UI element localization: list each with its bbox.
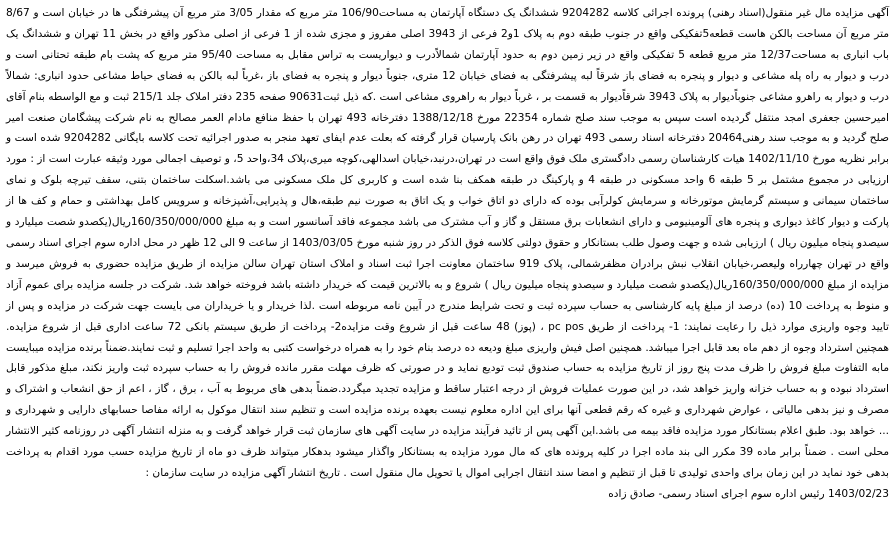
publish-date: 1403/02/23	[827, 487, 889, 500]
signature-text: رئیس اداره سوم اجرای اسناد رسمی- صادق زاده	[608, 487, 825, 500]
signature-line	[6, 484, 889, 505]
notice-body-text: آگهی مزایده مال غیر منقول(اسناد رهنی) پرونده اجرائی کلاسه 9204282 ششدانگ یک دستگاه آپارتمان به مساحت106/90 متر مربع که مقدار 3/05 متر مربع آن پیشرفتگی ها در خیابان است و 8/67 متر مربع آن مساحت بالکن هاست قطعه5تفکیکی واقع در جنوب طبقه دوم به پلاک 1و2 فرعی از 3943 اصلی مفروز و مجزی شده از 1 فرعی از اصلی مذکور واقع در بخش 11 تهران و ششدانگ یک باب انباری به مساحت12/37 متر مربع قطعه 5 تفکیکی واقع در زیر زمین دوم به حدود آپارتمان شمالاًدرب و دیواریست به تراس مقابل به مساحت 95/40 متر مربع که پشت بام طبقه تحتانی است و درب و دیوار به راه پله مشاعی و دیوار و پنجره به فضای باز شرقاً لبه پیشرفتگی به فضای خیابان 12 متری، جنوباً دیوار و پنجره به فضای باز ،غرباً لبه بالکن به فضای حیاط مشاعی حدود انباری: شمالاً درب و دیوار به راهرو مشاعی جنوباًدیوار به پلاک 3943 شرقاًدیوار به قسمت بر ، غرباً دیوار به راهروی مشاعی است .که ذیل ثبت90631 صفحه 235 دفتر املاک جلد 215/1 ثبت و مع الواسطه بنام آقای امیرحسین جعفری امجد منتقل گردیده است سپس به موجب سند صلح شماره 22354 مورخ 1388/12/18 دفترخانه 493 تهران با حفظ منافع مادام العمر مصالح به نام شرکت پیشگامان صنعت امیر صلح گردید و به موجب سند رهنی20464 دفترخانه اسناد رسمی 493 تهران در رهن بانک پارسیان قرار گرفته که بعلت عدم ایفای تعهد منجر به صدور اجرائیه تحت کلاسه بایگانی 9204282 شده است و برابر نظریه مورخ 1402/11/10 هیات کارشناسان رسمی دادگستری ملک فوق واقع است در تهران،درنبد،خیابان اسدالهی،کوچه میری،پلاک 34،واحد 5، و توصیف اجمالی مورد وثیقه عبارت است از : مورد ارزیابی در مجموع مشتمل بر 5 طبقه 6 واحد مسکونی در طبقه 4 و پارکینگ در طبقه همکف بنا شده است و کاربری کل ملک مسکونی می باشد.اسکلت ساختمان بتنی، سقف تیرچه بلوک و نمای ساختمان سیمانی و سیستم گرمایش موتورخانه و سرمایش کولرآبی بوده که دارای دو اتاق خواب و یک اتاق به صورت نیم طبقه،هال و پذیرایی،آشپزخانه و سرویس کامل بهداشتی و حمام و کف ها از پارکت و دیوار کاغذ دیواری و پنجره های آلومینیومی و دارای انشعابات برق مستقل و گاز و آب مشترک می باشد مجموعه فاقد آسانسور است و به مبلغ 160/350/000/000ریال(یکصدو شصت میلیارد و سیصدو پنجاه میلیون ریال ) ارزیابی شده و جهت وصول طلب بستانکار و حقوق دولتی کلاسه فوق الذکر در روز شنبه مورخ 1403/03/05 از ساعت 9 الی 12 ظهر در محل اداره سوم اجرای اسناد رسمی واقع در تهران چهارراه ولیعصر،خیابان انقلاب نبش برادران مظفرشمالی، پلاک 919 ساختمان معاونت اجرا ثبت اسناد و املاک استان تهران سالن مزایده از طریق مزایده حضوری به فروش میرسد و مزایده از مبلغ 160/350/000/000ریال(یکصدو شصت میلیارد و سیصدو پنجاه میلیون ریال ) شروع و به بالاترین قیمت که خریدار داشته باشد فروخته خواهد شد. شرکت در جلسه مزایده برای عموم آزاد و منوط به پرداخت 10 (ده) درصد از مبلغ پایه کارشناسی به حساب سپرده ثبت و تحت شرایط مندرج در آیین نامه مربوطه است .لذا خریدار و یا خریداران می بایست جهت شرکت در مزایده و پس از تایید وجوه واریزی موارد ذیل را رعایت نمایند: 1- پرداخت از طریق pc pos ، (پوز) 48 ساعت قبل از شروع وقت مزایده2- پرداخت از طریق سیستم بانکی 72 ساعت اداری قبل از شروع مزایده. همچنین استرداد وجوه از دهم ماه بعد قابل اجرا میباشد. همچنین اصل فیش واریزی مبلغ ودیعه ده درصد بنام خود را به همراه درخواست کتبی به واحد اجرا تسلیم و ثبت نمایند.ضمناً برنده مزایده میبایست مابه التفاوت مبلغ فروش را ظرف مدت پنج روز از تاریخ مزایده به حساب صندوق ثبت تودیع نماید و در صورتی که ظرف مهلت مقرر مانده فروش را به حساب سپرده ثبت واریز نکند، مبلغ مذکور قابل استرداد نبوده و به حساب خزانه واریز خواهد شد، در این صورت عملیات فروش از درجه اعتبار ساقط و مزایده تجدید میگردد.ضمناً بدهی های مربوط به آب ، برق ، گاز ، اعم از حق انشعاب و اشتراک و مصرف و نیز بدهی مالیاتی ، عوارض شهرداری و غیره که رقم قطعی آنها برای این اداره معلوم نیست بعهده برنده مزایده است و تنظیم سند انتقال موکول به ارائه مفاصا حسابهای دارایی و شهرداری و ... خواهد بود. طبق اعلام بستانکار مورد مزایده فاقد بیمه می باشد.این آگهی پس از تائید فرآیند مزایده در سایت آگهی های سازمان ثبت قرار خواهد گرفت و به منزله انتشار آگهی در روزنامه کثیر الانتشار محلی است . ضمناً برابر ماده 39 مکرر الی بند ماده اجرا در کلیه پرونده های که مال مورد مزایده به بستانکار واگذار میشود بدهکار میتواند ظرف دو ماه از تاریخ مزایده حسب مورد اقدام به پرداخت بدهی خود نماید در این زمان برای واحدی تولیدی تا قبل از تنظیم و امضا سند انتقال اجرایی اموال یا تحویل مال منقول است . تاریخ انتشار آگهی مزایده در سایت سازمان :	[6, 7, 890, 479]
